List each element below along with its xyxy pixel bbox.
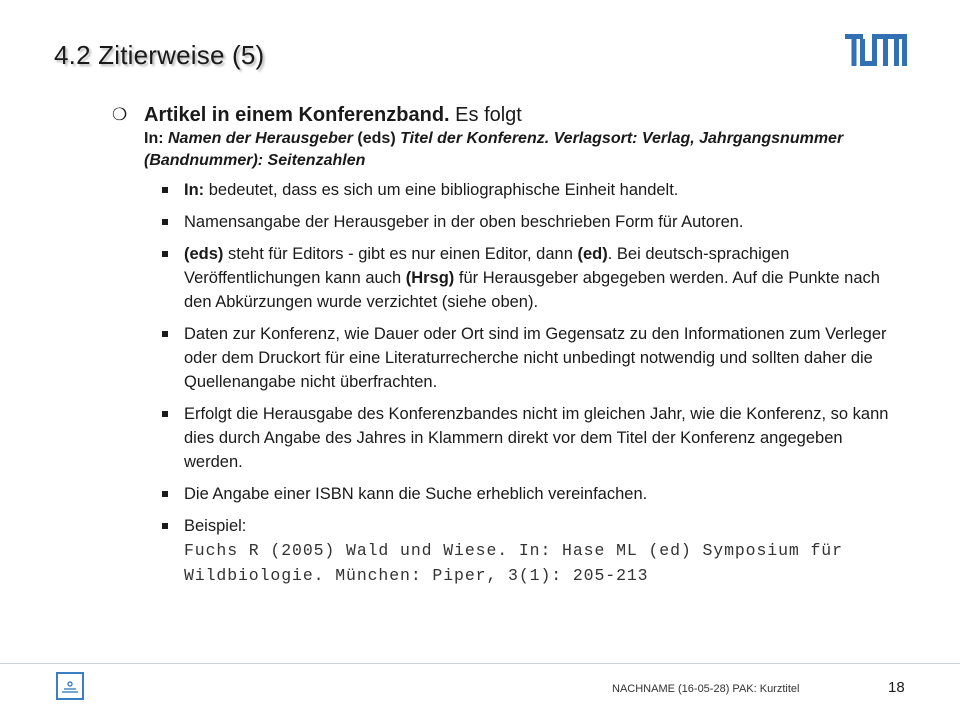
- square-bullet-icon: [162, 523, 168, 529]
- list-item: [159, 514, 904, 588]
- list-item: [159, 402, 904, 474]
- main-lead-rest: Es folgt: [449, 104, 522, 126]
- list-item: [159, 482, 904, 506]
- list-item: [159, 210, 904, 234]
- item-text: Namensangabe der Herausgeber in der oben beschrieben Form für Autoren.: [184, 213, 744, 231]
- tum-logo: [845, 34, 907, 66]
- main-lead-bold: Artikel in einem Konferenzband.: [144, 104, 450, 126]
- list-item: [159, 242, 904, 314]
- main-point: [112, 103, 932, 172]
- bold-term: (Hrsg): [405, 269, 455, 287]
- sub-bullet-list: [159, 178, 904, 588]
- bold-term: (eds): [184, 245, 224, 263]
- item-text: Die Angabe einer ISBN kann die Suche erheblich vereinfachen.: [184, 485, 648, 503]
- slide-title: 4.2 Zitierweise (5): [54, 40, 265, 70]
- item-text: bedeutet, dass es sich um eine bibliographische Einheit handelt.: [204, 181, 679, 199]
- footer-text: NACHNAME (16-05-28) PAK: Kurztitel: [612, 683, 800, 695]
- slide-content: [112, 103, 932, 596]
- square-bullet-icon: [162, 251, 168, 257]
- hollow-circle-bullet-icon: ❍: [112, 105, 128, 124]
- citation-format: [144, 128, 932, 172]
- page-number: 18: [888, 679, 905, 696]
- list-item: [159, 178, 904, 202]
- square-bullet-icon: [162, 219, 168, 225]
- list-item: [159, 322, 904, 394]
- example-citation: Fuchs R (2005) Wald und Wiese. In: Hase ML (ed) Symposium für Wildbiologie. München: Piper, 3(1): 205-213: [184, 541, 843, 585]
- footer-divider: [0, 663, 960, 664]
- presentation-icon: [56, 672, 84, 700]
- format-editors: Namen der Herausgeber: [168, 130, 353, 147]
- format-prefix: In:: [144, 130, 168, 147]
- bold-term: (ed): [577, 245, 608, 263]
- item-text: für Herausgeber abgegeben werden. Auf die Punkte nach den Abkürzungen wurde verzichtet (siehe oben).: [184, 269, 880, 311]
- item-text: Daten zur Konferenz, wie Dauer oder Ort sind im Gegensatz zu den Informationen zum Verleger oder dem Druckort für eine Literaturrecherche nicht unbedingt notwendig und sollten daher die Quellenangabe nicht überfrachten.: [184, 325, 887, 391]
- square-bullet-icon: [162, 331, 168, 337]
- main-point-text: [144, 103, 932, 172]
- format-eds: (eds): [352, 130, 401, 147]
- item-text: . Bei deutsch-sprachigen Veröffentlichungen kann auch: [184, 245, 790, 287]
- item-text: Erfolgt die Herausgabe des Konferenzbandes nicht im gleichen Jahr, wie die Konferenz, so kann dies durch Angabe des Jahres in Klammern direkt vor dem Titel der Konferenz angegeben werden.: [184, 405, 889, 471]
- item-text: Beispiel:: [184, 517, 247, 535]
- bold-term: In:: [184, 181, 205, 199]
- square-bullet-icon: [162, 491, 168, 497]
- format-conference: Titel der Konferenz. Verlagsort: Verlag, Jahrgangsnummer (Bandnummer): Seitenzahlen: [144, 130, 844, 169]
- square-bullet-icon: [162, 187, 168, 193]
- square-bullet-icon: [162, 411, 168, 417]
- item-text: steht für Editors - gibt es nur einen Editor, dann: [223, 245, 578, 263]
